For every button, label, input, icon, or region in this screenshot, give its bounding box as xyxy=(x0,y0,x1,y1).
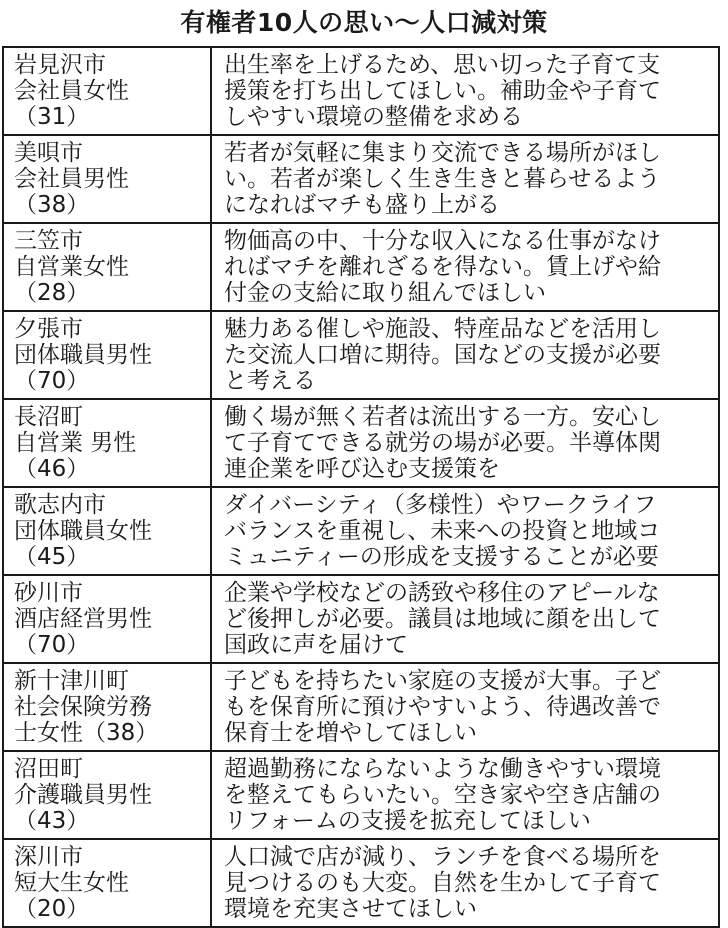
opinion-line: 見つけるのも大変。自然を生かして子育て xyxy=(224,870,661,896)
opinion-line: ればマチを離れざるを得ない。賃上げや給 xyxy=(224,254,661,280)
respondent-line: 長沼町 xyxy=(14,404,83,430)
opinion-line: と考える xyxy=(224,368,316,394)
opinion-line: バランスを重視し、未来への投資と地域コ xyxy=(224,518,661,544)
opinion-line: もを保育所に預けやすいよう、待遇改善で xyxy=(224,694,661,720)
respondent-cell xyxy=(3,575,211,663)
respondent-line: 歌志内市 xyxy=(14,492,106,518)
opinion-line: 超過勤務にならないような働きやすい環境 xyxy=(224,756,661,782)
opinion-line: 国政に声を届けて xyxy=(224,632,408,658)
opinion-line: い。若者が楽しく生き生きと暮らせるよう xyxy=(224,166,661,192)
opinion-cell xyxy=(211,663,719,751)
opinion-cell xyxy=(211,487,719,575)
respondent-line: 酒店経営男性 xyxy=(14,606,152,632)
respondent-line: 自営業女性 xyxy=(14,254,129,280)
respondent-line: 社会保険労務 xyxy=(14,694,152,720)
opinion-line: 保育士を増やしてほしい xyxy=(224,720,477,746)
opinion-line: 付金の支給に取り組んでほしい xyxy=(224,280,546,306)
opinion-line: 若者が気軽に集まり交流できる場所がほし xyxy=(224,140,661,166)
opinion-cell xyxy=(211,839,719,927)
table-row xyxy=(3,663,719,751)
respondent-line: （45） xyxy=(14,544,90,570)
page-title: 有権者10人の思い〜人口減対策 xyxy=(180,8,548,37)
opinion-line: ダイバーシティ（多様性）やワークライフ xyxy=(224,492,657,518)
opinion-line: 働く場が無く若者は流出する一方。安心し xyxy=(224,404,661,430)
opinion-line: 企業や学校などの誘致や移住のアピールな xyxy=(224,580,660,606)
table-row xyxy=(3,751,719,839)
respondent-line: （31） xyxy=(14,104,90,130)
opinion-line: て子育てできる就労の場が必要。半導体関 xyxy=(224,430,661,456)
opinion-line: 物価高の中、十分な収入になる仕事がなけ xyxy=(224,228,661,254)
respondent-cell xyxy=(3,839,211,927)
opinion-line: 人口減で店が減り、ランチを食べる場所を xyxy=(224,844,661,870)
respondent-line: 深川市 xyxy=(14,844,83,870)
respondent-line: 介護職員男性 xyxy=(14,782,152,808)
respondent-line: 三笠市 xyxy=(14,228,83,254)
respondent-cell xyxy=(3,223,211,311)
opinion-line: 魅力ある催しや施設、特産品などを活用し xyxy=(224,316,661,342)
respondent-line: （38） xyxy=(14,192,90,218)
respondent-line: 沼田町 xyxy=(14,756,83,782)
opinion-line: ミュニティーの形成を支援することが必要 xyxy=(224,544,659,570)
opinion-line: ど後押しが必要。議員は地域に顔を出して xyxy=(224,606,661,632)
table-row xyxy=(3,839,719,927)
respondent-line: 会社員男性 xyxy=(14,166,129,192)
respondent-cell xyxy=(3,663,211,751)
opinion-line: しやすい環境の整備を求める xyxy=(224,104,523,130)
respondent-line: 夕張市 xyxy=(14,316,83,342)
respondent-line: 砂川市 xyxy=(14,580,83,606)
opinion-line: 援策を打ち出してほしい。補助金や子育て xyxy=(224,78,661,104)
respondent-line: 岩見沢市 xyxy=(14,52,106,78)
respondent-line: 美唄市 xyxy=(14,140,83,166)
opinion-line: 連企業を呼び込む支援策を xyxy=(224,456,500,482)
respondent-line: （70） xyxy=(14,632,90,658)
respondent-cell xyxy=(3,47,211,135)
opinion-line: を整えてもらいたい。空き家や空き店舗の xyxy=(224,782,661,808)
opinion-line: 出生率を上げるため、思い切った子育て支 xyxy=(224,52,661,78)
respondent-cell xyxy=(3,311,211,399)
table-row xyxy=(3,575,719,663)
respondent-line: （70） xyxy=(14,368,90,394)
opinion-cell xyxy=(211,47,719,135)
table-row xyxy=(3,223,719,311)
respondent-line: （28） xyxy=(14,280,90,306)
opinion-cell xyxy=(211,135,719,223)
respondent-line: 団体職員女性 xyxy=(14,518,152,544)
respondent-line: 新十津川町 xyxy=(14,668,129,694)
opinion-line: 環境を充実させてほしい xyxy=(224,896,477,922)
table-row xyxy=(3,487,719,575)
respondent-line: （43） xyxy=(14,808,90,834)
respondent-line: 団体職員男性 xyxy=(14,342,152,368)
opinion-line: 子どもを持ちたい家庭の支援が大事。子ど xyxy=(224,668,661,694)
opinion-cell xyxy=(211,311,719,399)
respondent-line: （46） xyxy=(14,456,90,482)
opinion-line: になればマチも盛り上がる xyxy=(224,192,500,218)
respondent-cell xyxy=(3,751,211,839)
respondent-line: 士女性（38） xyxy=(14,720,159,746)
table-row xyxy=(3,47,719,135)
opinion-cell xyxy=(211,751,719,839)
respondent-line: 自営業 男性 xyxy=(14,430,137,456)
opinion-cell xyxy=(211,399,719,487)
opinions-table-body xyxy=(3,47,719,927)
respondent-cell xyxy=(3,135,211,223)
respondent-cell xyxy=(3,399,211,487)
respondent-line: 短大生女性 xyxy=(14,870,129,896)
opinion-cell xyxy=(211,223,719,311)
opinions-table xyxy=(2,46,720,928)
table-row xyxy=(3,311,719,399)
respondent-line: 会社員女性 xyxy=(14,78,129,104)
respondent-line: （20） xyxy=(14,896,90,922)
opinion-line: た交流人口増に期待。国などの支援が必要 xyxy=(224,342,661,368)
table-row xyxy=(3,135,719,223)
respondent-cell xyxy=(3,487,211,575)
opinion-line: リフォームの支援を拡充してほしい xyxy=(224,808,591,834)
opinion-cell xyxy=(211,575,719,663)
table-row xyxy=(3,399,719,487)
